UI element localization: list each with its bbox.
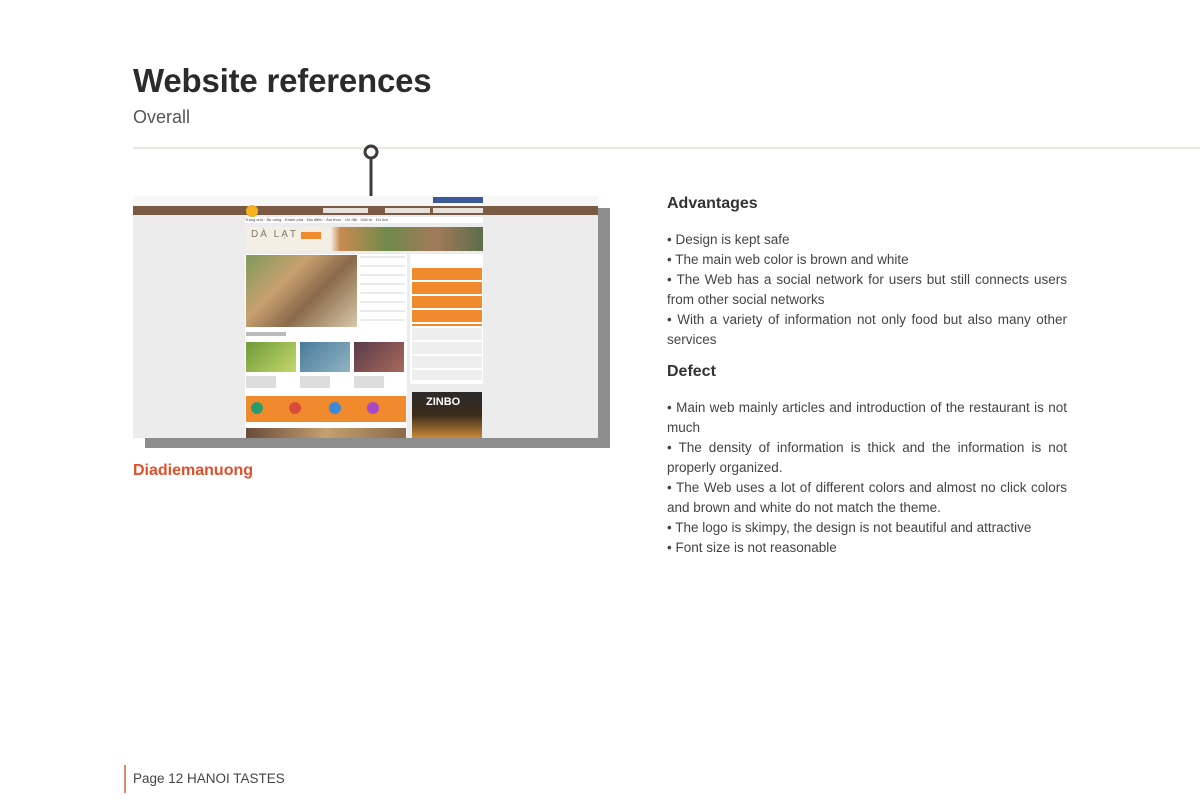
list-item: • Main web mainly articles and introduction of the restaurant is not much xyxy=(667,400,1067,435)
list-item: • With a variety of information not only food but also many other services xyxy=(667,312,1067,347)
defect-heading: Defect xyxy=(667,363,716,380)
list-item: • Design is kept safe xyxy=(667,232,790,247)
list-item: • The logo is skimpy, the design is not beautiful and attractive xyxy=(667,520,1032,535)
footer-accent xyxy=(124,765,126,793)
site-logo xyxy=(246,205,258,217)
list-item: • The main web color is brown and white xyxy=(667,252,909,267)
advantages-list xyxy=(667,230,1067,350)
featured-photo xyxy=(246,255,357,327)
page-footer: Page 12 HANOI TASTES xyxy=(133,771,285,786)
list-item: • The Web has a social network for users but still connects users from other social networks xyxy=(667,272,1067,307)
advantages-heading: Advantages xyxy=(667,195,758,212)
site-nav: Trang chủ · Ăn uống · Khám phá · Địa điểm · Ẩm thực · Ưu đãi · Giải trí · Du lịch xyxy=(245,217,483,223)
zinbo-ad: ZINBO xyxy=(412,392,482,438)
figure-caption: Diadiemanuong xyxy=(133,462,254,479)
website-screenshot xyxy=(133,196,608,446)
page-subtitle: Overall xyxy=(133,107,191,127)
screenshot-frame xyxy=(133,196,598,438)
list-item: • Font size is not reasonable xyxy=(667,540,837,555)
list-item: • The Web uses a lot of different colors and almost no click colors and brown and white do not match the theme. xyxy=(667,480,1067,515)
header-divider xyxy=(133,147,1200,149)
page-title: Website references xyxy=(133,62,432,99)
list-item: • The density of information is thick and the information is not properly organized. xyxy=(667,440,1067,475)
defect-list xyxy=(667,398,1067,558)
dalat-banner: DÀ LẠT xyxy=(245,227,483,251)
hanging-hook-icon xyxy=(360,142,382,202)
